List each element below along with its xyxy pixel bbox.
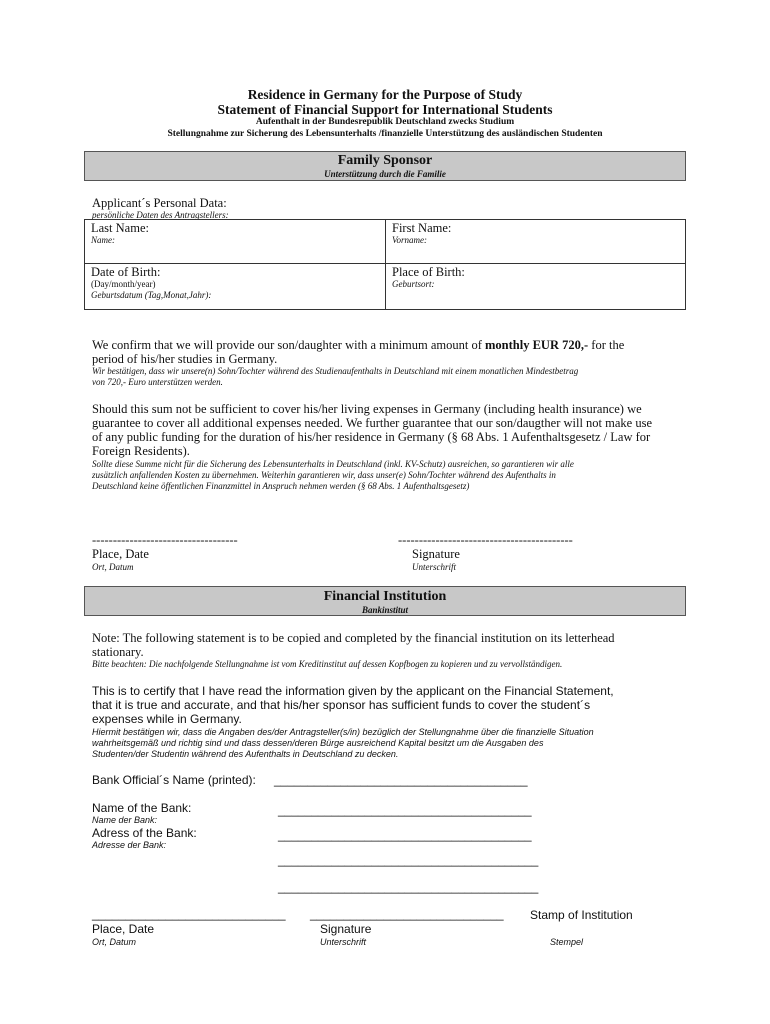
- financial-institution-band: [84, 586, 686, 616]
- signature-sub: Unterschrift: [412, 562, 456, 572]
- bank-address-field-3[interactable]: _______________________________________: [278, 880, 539, 894]
- place-date-line-2[interactable]: _____________________________: [92, 907, 286, 921]
- stamp-sub: Stempel: [550, 937, 584, 947]
- stamp-label: Stamp of Institution: [530, 908, 633, 922]
- family-sponsor-band: [84, 151, 686, 181]
- pob-label: Place of Birth:: [392, 265, 465, 279]
- financial-institution-heading: Financial Institution: [323, 589, 447, 604]
- document-title-2: Statement of Financial Support for International Students: [217, 102, 553, 117]
- pob-sub: Geburtsort:: [392, 279, 435, 289]
- guarantee-line-1: Should this sum not be sufficient to cover his/her living expenses in Germany (including health insurance) we: [92, 402, 642, 416]
- bank-name-field[interactable]: ______________________________________: [278, 803, 532, 817]
- financial-institution-subheading: Bankinstitut: [361, 605, 409, 615]
- family-sponsor-heading: Family Sponsor: [337, 153, 433, 168]
- dob-label: Date of Birth:: [91, 265, 161, 279]
- document-subtitle-2: Stellungnahme zur Sicherung des Lebensunterhalts /finanzielle Unterstützung des ausländischen Studenten: [167, 129, 603, 139]
- guarantee-line-2: guarantee to cover all additional expenses needed. We further guarantee that our son/daugther will not make use: [92, 416, 653, 430]
- guarantee-line-4: Foreign Residents).: [92, 444, 190, 458]
- cert-line-3: expenses while in Germany.: [92, 712, 242, 726]
- first-name-label: First Name:: [392, 221, 452, 235]
- guarantee-de-3: Deutschland keine öffentlichen Finanzmittel in Anspruch nehmen werden (§ 68 Abs. 1 Aufenthaltsgesetz): [92, 481, 470, 491]
- bank-official-field[interactable]: ______________________________________: [274, 773, 528, 787]
- personal-data-grid: [84, 219, 686, 310]
- bank-address-label: Adress of the Bank:: [92, 826, 197, 840]
- personal-data-sub: persönliche Daten des Antragstellers:: [92, 210, 229, 220]
- bank-address-field-2[interactable]: _______________________________________: [278, 853, 539, 867]
- dob-sub: (Day/month/year): [91, 279, 156, 289]
- note-line-1: Note: The following statement is to be copied and completed by the financial institution on its letterhead: [92, 631, 615, 645]
- signature-line-2[interactable]: _____________________________: [310, 907, 504, 921]
- place-date-sub: Ort, Datum: [92, 562, 134, 572]
- confirm-line-1: We confirm that we will provide our son/daughter with a minimum amount of monthly EUR 720,- for the: [92, 338, 625, 352]
- cert-line-2: that it is true and accurate, and that his/her sponsor has sufficient funds to cover the student´s: [92, 698, 591, 712]
- place-date-label-2: Place, Date: [92, 922, 155, 936]
- personal-data-label: Applicant´s Personal Data:: [92, 196, 227, 210]
- confirm-de-2: von 720,- Euro unterstützen werden.: [92, 377, 223, 387]
- cert-de-3: Studenten/der Studentin während des Aufenthalts in Deutschland zu decken.: [92, 749, 399, 759]
- place-of-birth-cell[interactable]: [386, 264, 685, 309]
- note-de: Bitte beachten: Die nachfolgende Stellungnahme ist vom Kreditinstitut auf dessen Kopfbogen zu kopieren und zu vervollständigen.: [92, 659, 563, 669]
- bank-name-sub: Name der Bank:: [92, 815, 158, 825]
- cert-de-2: wahrheitsgemäß und richtig sind und dass dessen/deren Bürge ausreichend Kapital besitzt um die Ausgaben des: [92, 738, 544, 748]
- last-name-label: Last Name:: [91, 221, 149, 235]
- note-line-2: stationary.: [92, 645, 144, 659]
- signature-line[interactable]: ------------------------------------------: [398, 533, 573, 547]
- signature-label: Signature: [412, 547, 460, 561]
- guarantee-de-2: zusätzlich anfallenden Kosten zu übernehmen. Weiterhin garantieren wir, dass unser(e) Sohn/Tochter während des Aufenthalts in: [92, 470, 556, 480]
- date-of-birth-cell[interactable]: [85, 264, 385, 309]
- bank-address-field-1[interactable]: ______________________________________: [278, 828, 532, 842]
- last-name-cell[interactable]: [85, 220, 385, 263]
- document-title: Residence in Germany for the Purpose of Study: [247, 87, 523, 102]
- cert-line-1: This is to certify that I have read the information given by the applicant on the Financial Statement,: [92, 684, 614, 698]
- document-subtitle: Aufenthalt in der Bundesrepublik Deutschland zwecks Studium: [255, 117, 515, 127]
- dob-sub-de: Geburtsdatum (Tag,Monat,Jahr):: [91, 290, 212, 300]
- place-date-label: Place, Date: [92, 547, 149, 561]
- last-name-sub: Name:: [91, 235, 115, 245]
- bank-official-label: Bank Official´s Name (printed):: [92, 773, 256, 787]
- cert-de-1: Hiermit bestätigen wir, dass die Angaben des/der Antragsteller(s/in) bezüglich der Stellungnahme über die finanzielle Situation: [92, 727, 594, 737]
- family-sponsor-subheading: Unterstützung durch die Familie: [324, 169, 446, 179]
- place-date-line[interactable]: -----------------------------------: [92, 533, 238, 547]
- signature-label-2: Signature: [320, 922, 372, 936]
- signature-sub-2: Unterschrift: [320, 937, 367, 947]
- place-date-sub-2: Ort, Datum: [92, 937, 137, 947]
- bank-name-label: Name of the Bank:: [92, 801, 192, 815]
- monthly-amount: monthly EUR 720,-: [485, 338, 589, 352]
- first-name-sub: Vorname:: [392, 235, 427, 245]
- bank-address-sub: Adresse der Bank:: [92, 840, 167, 850]
- confirm-de-1: Wir bestätigen, dass wir unsere(n) Sohn/Tochter während des Studienaufenthalts in Deutschland mit einem monatlichen Mindestbetrag: [92, 366, 579, 376]
- guarantee-de-1: Sollte diese Summe nicht für die Sicherung des Lebensunterhalts in Deutschland (inkl. KV-Schutz) ausreichen, so garantieren wir alle: [92, 459, 574, 469]
- guarantee-line-3: of any public funding for the duration of his/her residence in Germany (§ 68 Abs. 1 Aufenthaltsgesetz / Law for: [92, 430, 651, 444]
- confirm-line-2: period of his/her studies in Germany.: [92, 352, 278, 366]
- first-name-cell[interactable]: [386, 220, 685, 263]
